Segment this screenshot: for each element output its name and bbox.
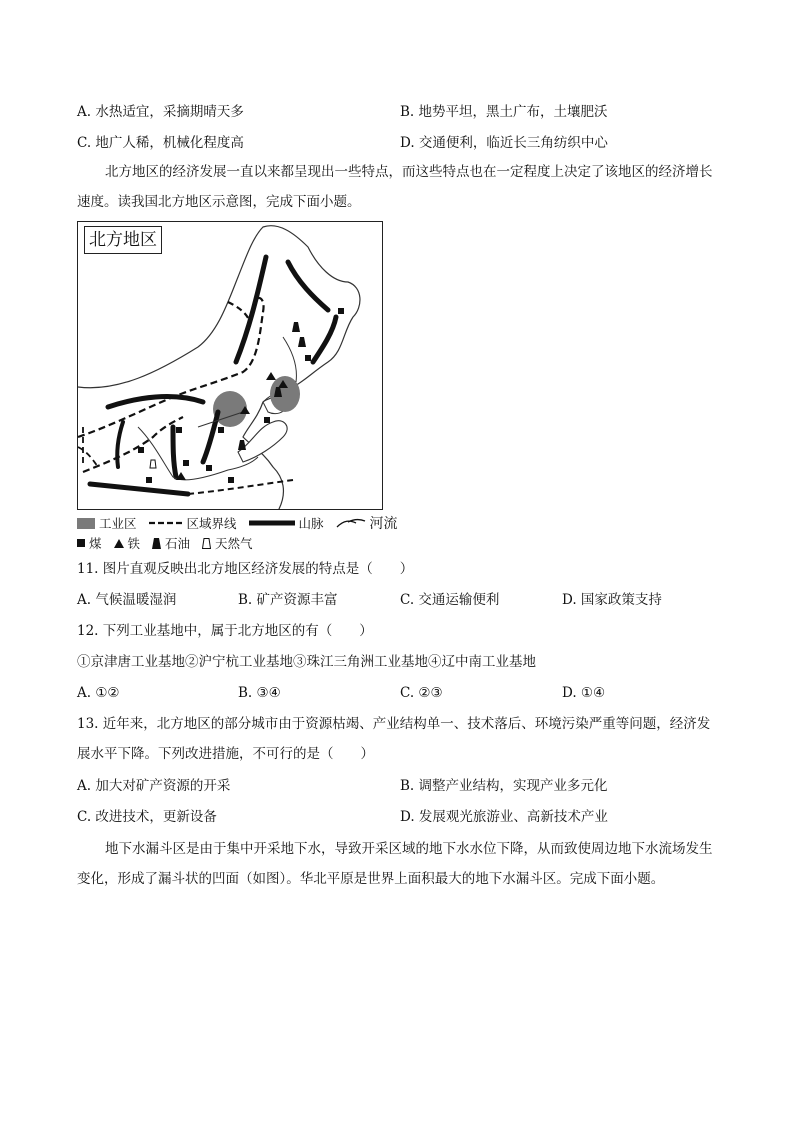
river-icon [336,517,366,529]
mountain-luliang [173,427,176,477]
q13-option-a: A. 加大对矿产资源的开采 [77,778,231,794]
north-region-map [77,221,383,510]
q12-stem: 12. 下列工业基地中，属于北方地区的有（ ） [77,623,373,639]
map-legend-row-2 [77,534,265,552]
river-liao [283,337,296,382]
oil-mark [298,337,306,347]
q12-option-a: A. ①② [77,685,120,701]
coal-mark [228,477,234,483]
q12-option-b: B. ③④ [238,685,281,701]
legend-coal: 煤 [77,534,102,552]
region-boundary-south [188,480,293,494]
coal-mark [183,460,189,466]
legend-iron: 铁 [114,534,141,552]
mountain-changbai [313,317,336,362]
coal-mark [176,427,182,433]
legend-boundary: 区域界线 [149,514,237,532]
q11-stem: 11. 图片直观反映出北方地区经济发展的特点是（ ） [77,561,414,577]
oil-mark [238,440,246,450]
q12-option-c: C. ②③ [400,685,443,701]
q10-option-c: C. 地广人稀，机械化程度高 [77,135,244,151]
coal-mark [146,477,152,483]
region-boundary-southwest [78,427,98,467]
coastline [78,226,360,510]
legend-mountain: 山脉 [249,514,324,532]
q10-option-d: D. 交通便利，临近长三角纺织中心 [400,135,608,151]
thick-line-icon [249,519,295,527]
q12-option-d: D. ①④ [562,685,606,701]
map-legend-row-1 [77,513,410,533]
gas-mark [150,460,156,468]
q13-option-b: B. 调整产业结构，实现产业多元化 [400,778,608,794]
map-drawing [78,222,383,510]
q13-option-d: D. 发展观光旅游业、高新技术产业 [400,809,608,825]
region-boundary-west [83,417,183,472]
gas-icon [202,538,211,549]
legend-river: 河流 [336,513,398,533]
legend-industrial: 工业区 [77,514,137,532]
mountain-lesser-khingan [288,262,328,310]
coal-mark [206,465,212,471]
q13-stem: 13. 近年来，北方地区的部分城市由于资源枯竭、产业结构单一、技术落后、环境污染严重等问题，经济发展水平下降。下列改进措施，不可行的是（ ） [77,716,711,762]
legend-gas: 天然气 [202,534,253,552]
dashed-line-icon [149,519,183,527]
q10-option-a: A. 水热适宜，采摘期晴天多 [77,104,244,120]
iron-mark [266,372,276,380]
coal-mark [305,355,311,361]
region-boundary-inner [228,302,250,322]
mountain-taihang [203,412,218,462]
intro-paragraph-groundwater: 地下水漏斗区是由于集中开采地下水，导致开采区域的地下水水位下降，从而致使周边地下水流场发生变化，形成了漏斗状的凹面（如图）。华北平原是世界上面积最大的地下水漏斗区。完成下面小题。 [77,841,713,887]
iron-icon [114,539,124,548]
mountain-qinling [90,484,188,494]
q11-option-c: C. 交通运输便利 [400,592,500,608]
coal-mark [338,308,344,314]
bohai-bay [238,421,287,462]
oil-icon [152,538,161,549]
mountain-helan [117,422,123,467]
coal-mark [264,417,270,423]
q12-choices: ①京津唐工业基地②沪宁杭工业基地③珠江三角洲工业基地④辽中南工业基地 [77,654,536,670]
industrial-zone-liaoning [270,376,300,412]
coal-mark [138,447,144,453]
q10-option-b: B. 地势平坦，黑土广布，土壤肥沃 [400,104,608,120]
oil-mark [292,322,300,332]
industrial-zone-icon [77,518,95,529]
q11-option-d: D. 国家政策支持 [562,592,662,608]
map-title: 北方地区 [84,226,162,254]
q13-option-c: C. 改进技术，更新设备 [77,809,217,825]
q11-option-a: A. 气候温暖湿润 [77,592,177,608]
coal-mark [218,427,224,433]
legend-oil: 石油 [152,534,190,552]
coal-icon [77,539,85,547]
intro-paragraph-north-region: 北方地区的经济发展一直以来都呈现出一些特点，而这些特点也在一定程度上决定了该地区的经济增长速度。读我国北方地区示意图，完成下面小题。 [77,164,713,210]
q11-option-b: B. 矿产资源丰富 [238,592,338,608]
